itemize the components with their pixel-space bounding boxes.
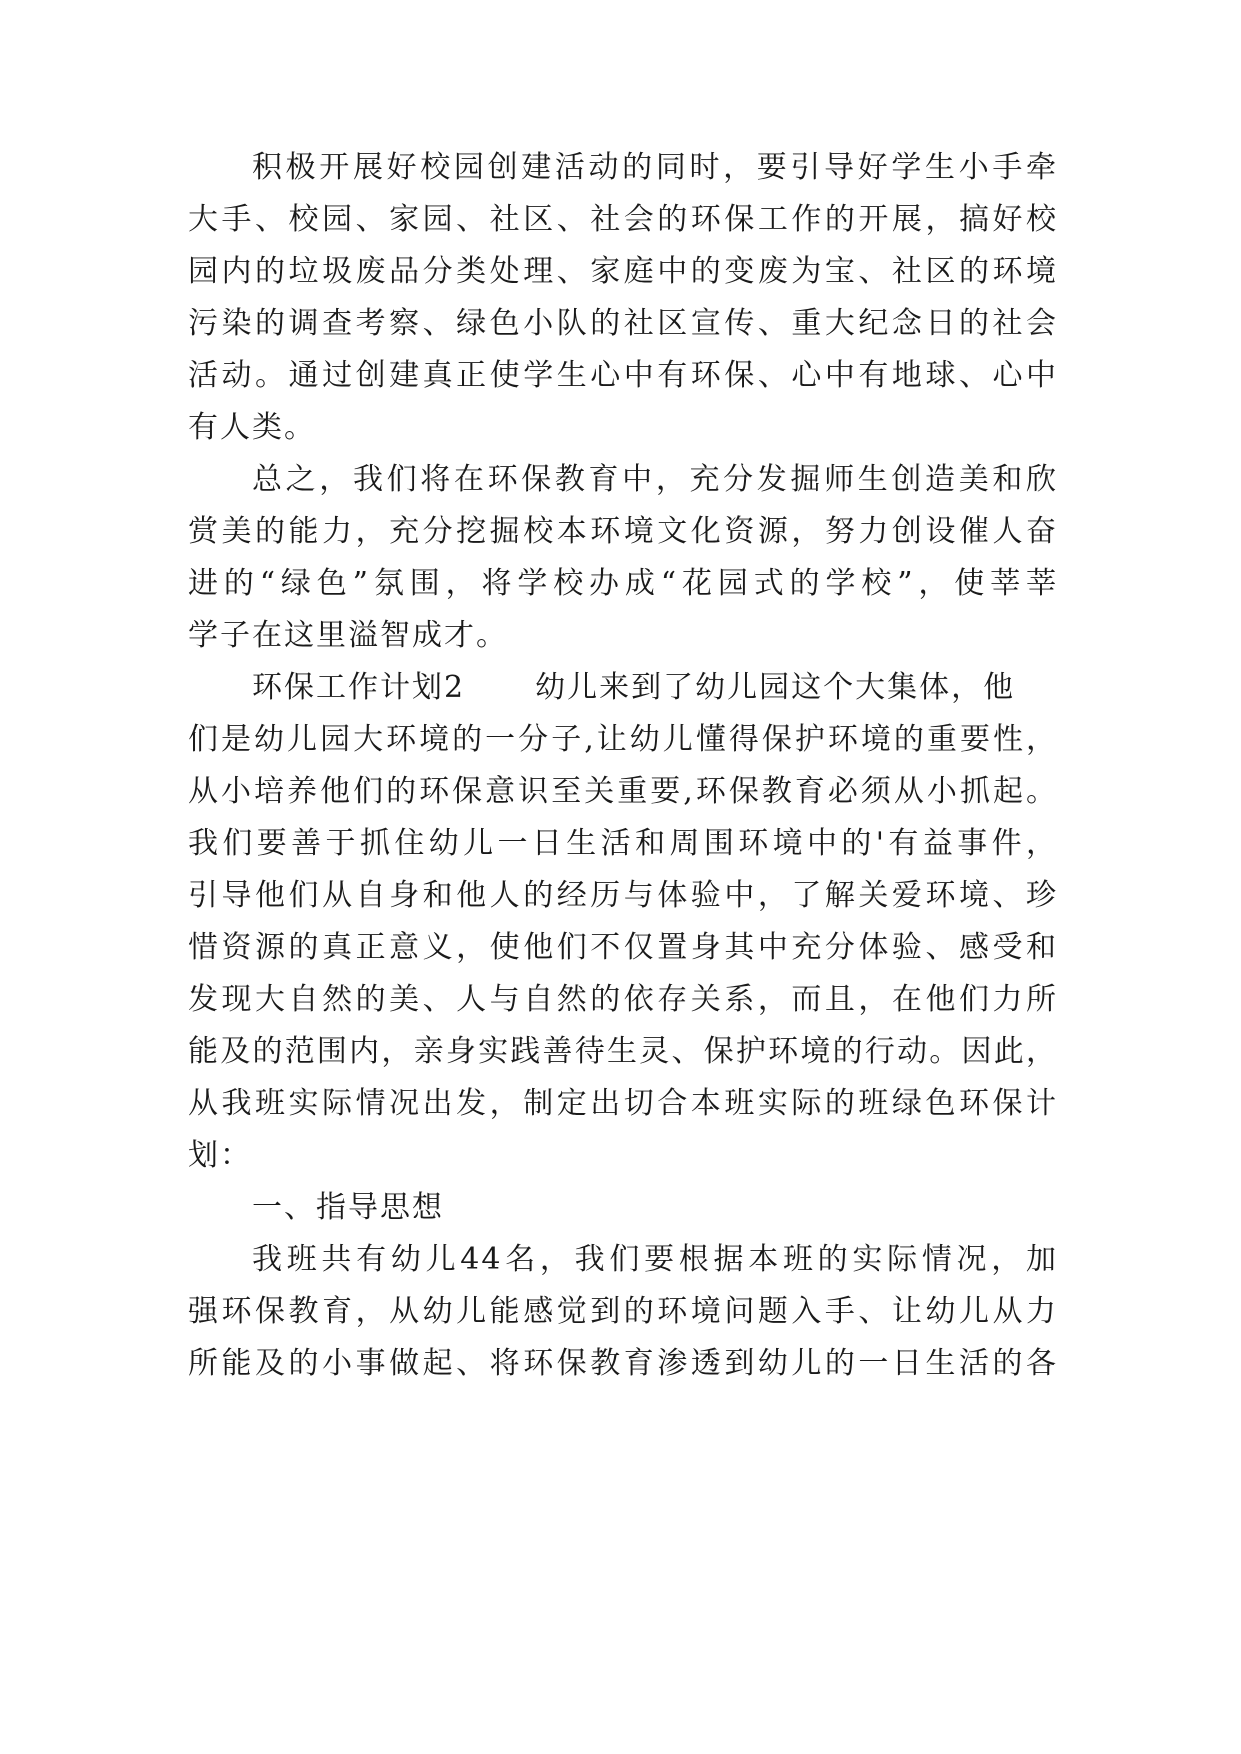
- paragraph-line: 活动。通过创建真正使学生心中有环保、心中有地球、心中: [188, 358, 1058, 393]
- paragraph-line: 赏美的能力，充分挖掘校本环境文化资源，努力创设催人奋: [188, 514, 1058, 549]
- paragraph-line: 们是幼儿园大环境的一分子,让幼儿懂得保护环境的重要性，: [188, 722, 1058, 757]
- subheading: 一、指导思想: [252, 1190, 444, 1225]
- paragraph-line: 我们要善于抓住幼儿一日生活和周围环境中的'有益事件，: [188, 826, 1058, 861]
- paragraph-line: 积极开展好校园创建活动的同时，要引导好学生小手牵: [252, 150, 1058, 185]
- paragraph-line: 引导他们从自身和他人的经历与体验中，了解关爱环境、珍: [188, 878, 1058, 913]
- paragraph-line: 园内的垃圾废品分类处理、家庭中的变废为宝、社区的环境: [188, 254, 1058, 289]
- paragraph-line: 有人类。: [188, 410, 316, 445]
- paragraph-line: 总之，我们将在环保教育中，充分发掘师生创造美和欣: [252, 462, 1058, 497]
- paragraph-line: 能及的范围内，亲身实践善待生灵、保护环境的行动。因此，: [188, 1034, 1058, 1069]
- paragraph-line: 进的“绿色”氛围，将学校办成“花园式的学校”，使莘莘: [188, 566, 1058, 601]
- paragraph-line: 划：: [188, 1138, 252, 1173]
- paragraph-line: 污染的调查考察、绿色小队的社区宣传、重大纪念日的社会: [188, 306, 1058, 341]
- paragraph-line: 强环保教育，从幼儿能感觉到的环境问题入手、让幼儿从力: [188, 1294, 1058, 1329]
- paragraph-text: 幼儿来到了幼儿园这个大集体，他: [535, 670, 1016, 705]
- section-heading: 环保工作计划2: [252, 670, 466, 705]
- paragraph-line: 我班共有幼儿44名，我们要根据本班的实际情况，加: [252, 1242, 1058, 1277]
- paragraph-line: 惜资源的真正意义，使他们不仅置身其中充分体验、感受和: [188, 930, 1058, 965]
- paragraph-line: 所能及的小事做起、将环保教育渗透到幼儿的一日生活的各: [188, 1346, 1058, 1381]
- paragraph-line: 从小培养他们的环保意识至关重要,环保教育必须从小抓起。: [188, 774, 1058, 809]
- paragraph-line: 学子在这里溢智成才。: [188, 618, 508, 653]
- section-heading-line: [188, 668, 1058, 708]
- paragraph-line: 从我班实际情况出发，制定出切合本班实际的班绿色环保计: [188, 1086, 1058, 1121]
- paragraph-line: 发现大自然的美、人与自然的依存关系，而且，在他们力所: [188, 982, 1058, 1017]
- paragraph-line: 大手、校园、家园、社区、社会的环保工作的开展，搞好校: [188, 202, 1058, 237]
